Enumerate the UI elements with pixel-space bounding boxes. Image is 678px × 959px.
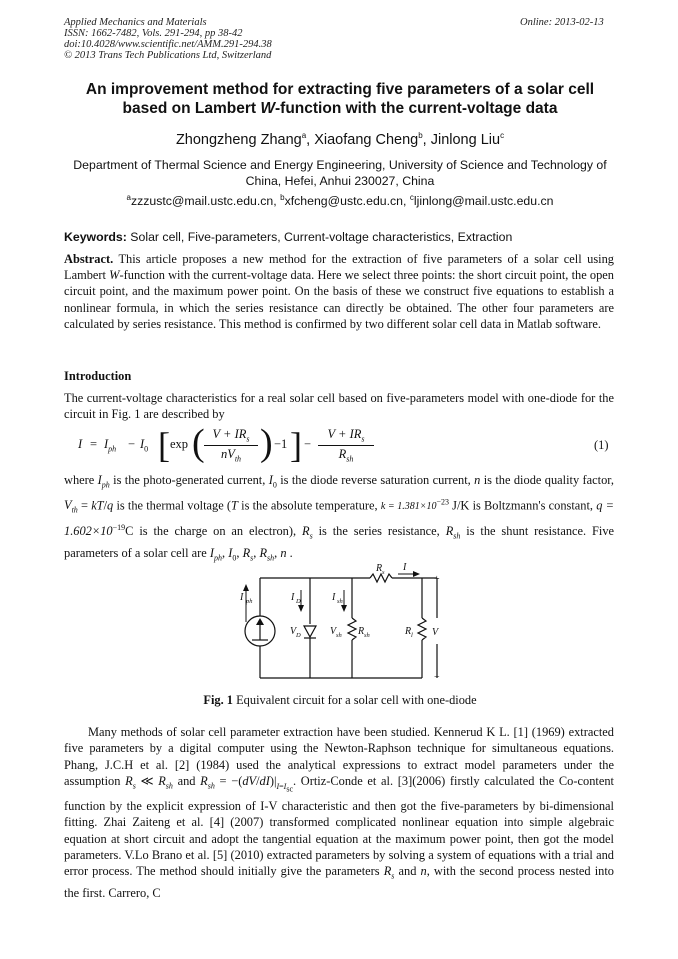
label-iph-sub: ph	[246, 598, 253, 605]
label-id: I	[291, 592, 295, 603]
text: is the thermal voltage (	[116, 498, 232, 513]
paper-title	[60, 80, 620, 118]
figure-caption-label: Fig. 1	[203, 693, 233, 707]
math-symbol: n	[420, 864, 427, 879]
math-symbol: n	[474, 473, 481, 487]
text: and	[177, 774, 196, 789]
label-id-sub: D	[296, 598, 301, 605]
boltzmann-value: k = 1.381×10	[380, 501, 437, 513]
title-text: -function with the current-voltage data	[275, 100, 558, 117]
author-name: Xiaofang Cheng	[314, 131, 419, 148]
label-rsh-sub: sh	[364, 632, 370, 639]
text: where	[64, 473, 95, 487]
keywords	[64, 230, 624, 244]
online-date: Online: 2013-02-13	[520, 17, 604, 28]
figure-caption	[60, 693, 620, 708]
keywords-label: Keywords:	[64, 230, 127, 244]
label-rl-sub: l	[411, 632, 413, 639]
methods-paragraph: Many methods of solar cell parameter extraction have been studied. Kennerud K L. [1] (1969) extracted five parameters by a digital computer using the Newton-Raphson technique for simultaneous equations. Phang, J.C.H et al. [2] (1984) used the analytical expressions to extract model parameters under the assumption $R_s$ ≪ $R_{sh}$ and $R_{sh} = -(dV/dI)|_{I=I_{sc}}$. Ortiz-Conde et al. [3](2006) firstly calculated the Co-content function by the explicit expression of I-V characteristic and then got the five-parameters by bi-dimensional fitting. Zhai Zaiteng et al. [4] (2007) transformed complicated nonlinear equation into simple algebraic equation at short circuit and adopt the tangential equation at the maximum power point, then got the model parameters. V.Lo Brano et al. [5] (2010) extracted parameters by solving a system of equations with a trial and error process. The method should initially give the parameters $R_s$ and n, with the second process nested into the first. Carrero, C	[64, 725, 614, 901]
circuit-diagram	[230, 560, 460, 685]
label-vsh-sub: sh	[336, 632, 342, 639]
title-text: based on Lambert	[122, 100, 261, 117]
boltzmann-exp: −23	[436, 497, 449, 507]
journal-name: Applied Mechanics and Materials	[64, 17, 207, 28]
author-sup: b	[418, 131, 423, 140]
charge-exp: −19	[112, 523, 126, 533]
title-italic-w: W	[260, 100, 275, 117]
text: is Boltzmann's constant,	[472, 498, 594, 513]
author-sup: c	[500, 131, 505, 140]
label-v: V	[432, 627, 439, 638]
label-rs-sub: s	[382, 569, 385, 576]
email-link[interactable]: xfcheng@ustc.edu.cn	[284, 194, 404, 209]
label-iph: I	[240, 592, 244, 603]
email-link[interactable]: zzzustc@mail.ustc.edu.cn	[130, 194, 274, 209]
text: is the shunt resistance. Five parameters of a solar cell are	[64, 524, 615, 561]
text: is the series resistance,	[318, 524, 440, 539]
title-line-2	[60, 99, 620, 118]
text: is the charge on an electron),	[139, 524, 297, 539]
keywords-text: Solar cell, Five-parameters, Current-voltage characteristics, Extraction	[130, 230, 513, 244]
charge-unit: C	[125, 524, 134, 539]
affiliation-line: Department of Thermal Science and Energy Engineering, University of Science and Technology of	[73, 158, 607, 172]
text: Many methods of solar cell parameter extraction have been studied. Kennerud K L. [1] (1969) extracted five parameters by a digital computer using the Newton-Raphson technique for simultaneous equations. Phang, J.C.H et al. [2] (1984) used the analytical expressions to extract model parameters under the assumption	[64, 725, 614, 789]
label-ish-sub: sh	[337, 598, 343, 605]
title-line-1: An improvement method for extracting five parameters of a solar cell	[85, 81, 595, 98]
label-rl: R	[405, 626, 412, 637]
math-symbol: T	[231, 498, 238, 513]
copyright-line: © 2013 Trans Tech Publications Ltd, Switzerland	[64, 50, 272, 61]
label-plus: +	[434, 574, 440, 585]
label-ish: I	[332, 592, 336, 603]
email-link[interactable]: ljinlong@mail.ustc.edu.cn	[413, 194, 554, 209]
author-sup: a	[301, 131, 307, 140]
text: is the diode reverse saturation current,	[280, 473, 471, 487]
affiliation	[60, 157, 620, 189]
label-vd: V	[290, 626, 297, 637]
authors: Zhongzheng Zhang$^a$, Xiaofang Cheng$^b$, Jinlong Liu$^c$	[175, 131, 505, 148]
boltzmann-unit: J/K	[452, 498, 470, 513]
where-paragraph: where $I_{ph}$ is the photo-generated current, $I_0$ is the diode reverse saturation current, n is the diode quality factor, $V_{th} = kT/q$ is the thermal voltage (T is the absolute temperature, $k = 1.381\times 10^{-23}$ J/K is Boltzmann's constant, $q = 1.602\times 10^{-19}C$ is the charge on an electron), $R_s$ is the series resistance, $R_{sh}$ is the shunt resistance. Five parameters of a solar cell are $I_{ph}$, $I_0$, $R_s$, $R_{sh}$, n .	[64, 473, 615, 563]
figure-caption-text: Equivalent circuit for a solar cell with one-diode	[236, 693, 477, 707]
intro-paragraph: The current-voltage characteristics for a real solar cell based on five-parameters model with one-diode for the circuit in Fig. 1 are described by	[64, 391, 614, 422]
author-name: Jinlong Liu	[430, 131, 501, 148]
label-vsh: V	[330, 626, 337, 637]
abstract	[64, 251, 614, 332]
text: and	[398, 864, 417, 879]
emails: $^a$zzzustc@mail.ustc.edu.cn, $^b$xfcheng@ustc.edu.cn, $^c$ljinlong@mail.ustc.edu.cn	[126, 193, 554, 209]
abstract-text: This article proposes a new method for the extraction of five parameters of a solar cell using Lambert	[64, 252, 614, 283]
abstract-label: Abstract.	[64, 252, 114, 266]
label-rsh: R	[358, 626, 365, 637]
equation-1: I = $I_{ph}$ − $I_0$ [ exp ( $V + IR_s$ $nV_{th}$ ) −1 ] − $V + IR_s$ $R_{sh}$	[78, 426, 528, 466]
text: is the absolute temperature,	[241, 498, 378, 513]
text: is the diode quality factor,	[483, 473, 615, 487]
text: is the photo-generated current,	[113, 473, 266, 487]
section-heading-introduction: Introduction	[64, 369, 132, 383]
equation-number: (1)	[594, 438, 609, 452]
affiliation-line: China, Hefei, Anhui 230027, China	[245, 174, 435, 188]
abstract-italic-w: W	[109, 268, 120, 283]
text: , with the second process nested into the first. Carrero, C	[64, 864, 614, 901]
author-name: Zhongzheng Zhang	[175, 131, 302, 148]
issn-line: ISSN: 1662-7482, Vols. 291-294, pp 38-42	[64, 28, 243, 39]
abstract-text: -function with the current-voltage data. Here we select three points: the short circuit point, the open circuit point, and the maximum power point. On the basis of these we construct five equations to establish a nonlinear formula, in which the series resistance can directly be obtained. The other four parameters are calculated by series resistance. This method is confirmed by two different solar cell data in Matlab software.	[64, 268, 614, 331]
label-rs: R	[376, 563, 383, 574]
label-minus: −	[434, 672, 440, 683]
doi-line[interactable]: doi:10.4028/www.scientific.net/AMM.291-294.38	[64, 39, 272, 50]
charge-value: q = 1.602×10	[64, 498, 614, 539]
text: . Ortiz-Conde et al. [3](2006) firstly calculated the Co-content function by the explicit expression of I-V characteristic and then got the five-parameters by bi-dimensional fitting. Zhai Zaiteng et al. [4] (2007) transformed complicated nonlinear equation into simple algebraic equation at short circuit and adopt the tangential equation at the maximum power point, then got the model parameters. V.Lo Brano et al. [5] (2010) extracted parameters by solving a system of equations with a trial and error process. The method should initially give the parameters	[64, 774, 614, 879]
label-vd-sub: D	[296, 632, 301, 639]
label-i: I	[403, 562, 407, 573]
